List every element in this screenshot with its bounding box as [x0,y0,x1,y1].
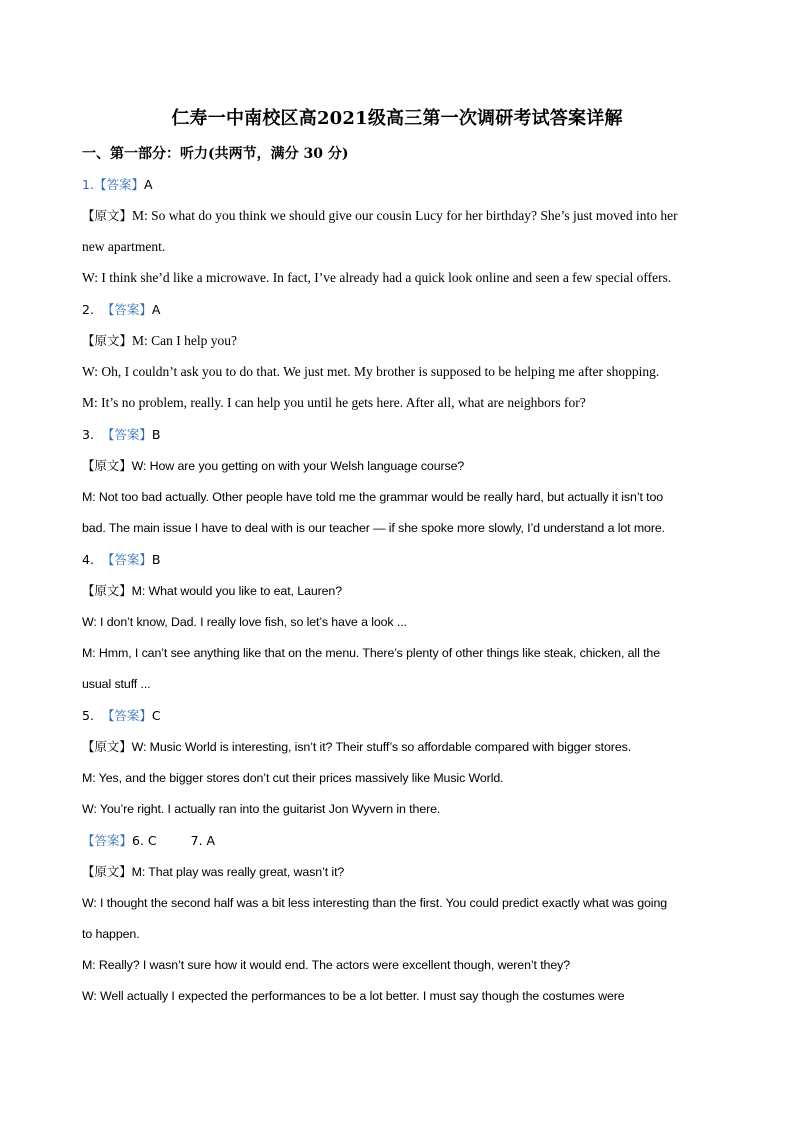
transcript-text: M: That play was really great, wasn’t it? [131,865,345,879]
question-number: 3. [82,427,94,442]
answer-value: C [151,708,161,723]
question-number: 4. [82,552,94,567]
transcript-tag: 【原文】 [82,208,133,223]
transcript-text: M: What would you like to eat, Lauren? [131,584,343,598]
answer-tag: 【答案】 [101,427,152,442]
transcript-tag: 【原文】 [82,583,132,598]
transcript-line: W: I thought the second half was a bit less interesting than the first. You could predict exactly what was going [82,896,668,910]
answer-value: A [151,302,161,317]
transcript-tag: 【原文】 [82,458,132,473]
answer-tag: 【答案】 [101,552,152,567]
transcript-line [82,207,722,225]
transcript-line: W: Oh, I couldn’t ask you to do that. We just met. My brother is supposed to be helping me after shopping. [82,364,660,379]
question-number: 1. [82,177,94,192]
question-number: 5. [82,708,94,723]
transcript-line [82,863,722,881]
answer-line-6-7 [82,832,722,850]
transcript-text: M: Can I help you? [132,333,237,348]
transcript-line: M: Not too bad actually. Other people have told me the grammar would be really hard, but actually it isn’t too [82,490,664,504]
page-title: 仁寿一中南校区高2021级高三第一次调研考试答案详解 [171,108,623,129]
transcript-text: W: How are you getting on with your Welsh language course? [131,459,465,473]
answer-value: B [151,427,161,442]
transcript-tag: 【原文】 [82,739,132,754]
transcript-line: to happen. [82,927,140,941]
transcript-line: bad. The main issue I have to deal with is our teacher — if she spoke more slowly, I’d understand a lot more. [82,521,666,535]
answer-line-2 [82,301,722,319]
transcript-line: usual stuff ... [82,677,151,691]
transcript-line: new apartment. [82,239,166,254]
transcript-tag: 【原文】 [82,864,132,879]
answer-line-5 [82,707,722,725]
answer-tag: 【答案】 [101,708,152,723]
transcript-line: W: Well actually I expected the performances to be a lot better. I must say though the costumes were [82,989,625,1003]
answer-line-3 [82,426,722,444]
answer-tag: 【答案】 [101,302,152,317]
transcript-line: W: I think she’d like a microwave. In fact, I’ve already had a quick look online and seen a few special offers. [82,270,672,285]
answer-tag: 【答案】 [93,177,144,192]
answer-line-1 [82,176,722,194]
transcript-line [82,738,722,756]
section-heading: 一、第一部分：听力(共两节，满分 30 分) [82,146,349,162]
answer-value: A [143,177,153,192]
answer-value: B [151,552,161,567]
answer-value: 7. A [190,833,216,848]
transcript-line: W: You’re right. I actually ran into the guitarist Jon Wyvern in there. [82,802,441,816]
transcript-line [82,457,722,475]
answer-line-4 [82,551,722,569]
transcript-line: M: Hmm, I can’t see anything like that on the menu. There’s plenty of other things like steak, chicken, all the [82,646,660,660]
transcript-line [82,332,722,350]
answer-value: 6. C [132,833,157,848]
transcript-text: W: Music World is interesting, isn’t it? Their stuff’s so affordable compared with bigger stores. [131,740,632,754]
transcript-line: M: Yes, and the bigger stores don’t cut their prices massively like Music World. [82,771,504,785]
transcript-tag: 【原文】 [82,333,133,348]
transcript-line: M: Really? I wasn’t sure how it would end. The actors were excellent though, weren’t they? [82,958,571,972]
transcript-line [82,582,722,600]
transcript-line: W: I don’t know, Dad. I really love fish, so let’s have a look ... [82,615,407,629]
transcript-text: M: So what do you think we should give our cousin Lucy for her birthday? She’s just moved into her [132,208,678,223]
transcript-line: M: It’s no problem, really. I can help you until he gets here. After all, what are neighbors for? [82,395,586,410]
question-number: 2. [82,302,94,317]
answer-tag: 【答案】 [82,833,133,848]
